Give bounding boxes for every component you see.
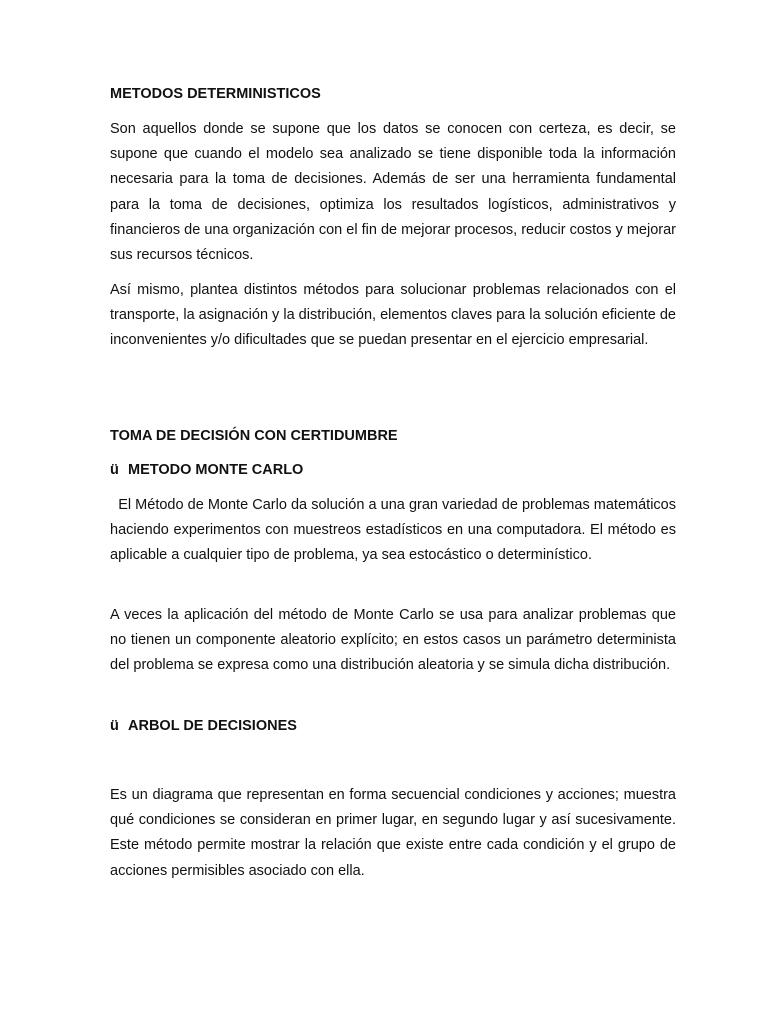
paragraph-monte-carlo-intro: El Método de Monte Carlo da solución a una gran variedad de problemas matemáticos haciendo experimentos con muestreos estadísticos en una computadora. El método es aplicable a cualquier tipo de problema, ya sea estocástico o determinístico. [110, 497, 681, 564]
check-bullet-icon: ü [110, 718, 119, 734]
paragraph-deterministicos-definition: Son aquellos donde se supone que los datos se conocen con certeza, es decir, se supone que cuando el modelo sea analizado se tiene disponible toda la información necesaria para la toma de decisiones. Además de ser una herramienta fundamental para la toma de decisiones, optimiza los resultados logísticos, administrativos y financieros de una organización con el fin de mejorar procesos, reducir costos y mejorar sus recursos técnicos. [110, 121, 676, 264]
heading-metodos-deterministicos: METODOS DETERMINISTICOS [110, 86, 321, 102]
subheading-arbol-decisiones-label: ARBOL DE DECISIONES [128, 718, 297, 734]
paragraph-arbol-decisiones: Es un diagrama que representan en forma secuencial condiciones y acciones; muestra qué condiciones se consideran en primer lugar, en segundo lugar y así sucesivamente. Este método permite mostrar la relación que existe entre cada condición y el grupo de acciones permisibles asociado con ella. [110, 787, 676, 879]
check-bullet-icon: ü [110, 462, 119, 478]
paragraph-monte-carlo-application: A veces la aplicación del método de Monte Carlo se usa para analizar problemas que no tienen un componente aleatorio explícito; en estos casos un parámetro determinista del problema se expresa como una distribución aleatoria y se simula dicha distribución. [110, 607, 676, 674]
subheading-monte-carlo-label: METODO MONTE CARLO [128, 462, 304, 478]
subheading-monte-carlo [110, 461, 303, 479]
paragraph-deterministicos-methods: Así mismo, plantea distintos métodos para solucionar problemas relacionados con el transporte, la asignación y la distribución, elementos claves para la solución eficiente de inconvenientes y/o dificultades que se puedan presentar en el ejercicio empresarial. [110, 282, 676, 349]
heading-toma-de-decision: TOMA DE DECISIÓN CON CERTIDUMBRE [110, 428, 398, 444]
subheading-arbol-decisiones [110, 717, 297, 735]
